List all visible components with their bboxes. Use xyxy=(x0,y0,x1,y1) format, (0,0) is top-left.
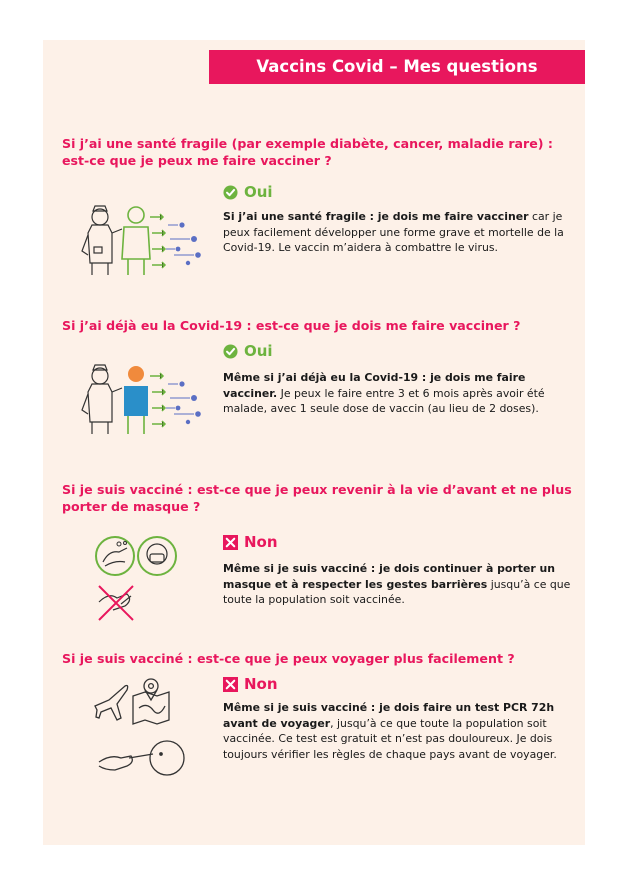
answer-4-text xyxy=(223,700,575,763)
answer-4 xyxy=(223,675,278,693)
answer-4-rest: , jusqu’à ce que toute la population soit vaccinée. Ce test est gratuit et n’est pas douloureux. Je dois toujours vérifier les règles de chaque pays avant de voyager. xyxy=(223,716,557,762)
answer-3-rest: jusqu’à ce que toute la population soit vaccinée. xyxy=(223,577,571,607)
travel-test-illustration xyxy=(91,670,191,780)
handwash-icon xyxy=(96,537,134,575)
answer-3-label: Non xyxy=(244,533,278,551)
question-4: Si je suis vacciné : est-ce que je peux voyager plus facilement ? xyxy=(62,651,515,666)
check-circle-icon xyxy=(223,185,238,200)
no-handshake-icon xyxy=(99,586,133,620)
answer-2-bold: Même si j’ai déjà eu la Covid-19 : je dois me faire vacciner. xyxy=(223,371,526,400)
answer-3-text xyxy=(223,561,575,608)
answer-2-label: Oui xyxy=(244,342,273,360)
answer-3 xyxy=(223,533,278,551)
answer-1-label: Oui xyxy=(244,183,273,201)
answer-2-text xyxy=(223,370,575,417)
answer-1-rest: car je peux facilement développer une forme grave et mortelle de la Covid-19. Le vaccin m’aidera à combattre le virus. xyxy=(223,210,564,255)
info-sheet xyxy=(43,40,585,845)
pcr-test-icon xyxy=(99,741,184,775)
doctor-vaccinating-child-illustration xyxy=(78,362,218,437)
airplane-icon xyxy=(95,686,128,721)
question-3: Si je suis vacciné : est-ce que je peux revenir à la vie d’avant et ne plus porter de masque ? xyxy=(62,482,572,514)
answer-4-bold: Même si je suis vacciné : je dois faire un test PCR 72h avant de voyager xyxy=(223,701,555,730)
answer-4-label: Non xyxy=(244,675,278,693)
answer-1 xyxy=(223,183,273,201)
cross-box-icon xyxy=(223,535,238,550)
answer-2-rest: Je peux le faire entre 3 et 6 mois après avoir été malade, avec 1 seule dose de vaccin (au lieu de 2 doses). xyxy=(223,386,545,416)
barrier-gestures-illustration xyxy=(95,534,195,624)
check-circle-icon xyxy=(223,344,238,359)
answer-1-bold: Si j’ai une santé fragile : je dois me faire vacciner xyxy=(223,210,529,223)
mask-face-icon xyxy=(138,537,176,575)
cross-box-icon xyxy=(223,677,238,692)
answer-3-bold: Même si je suis vacciné : je dois continuer à porter un masque et à respecter les gestes barrières xyxy=(223,562,556,591)
answer-1-text xyxy=(223,209,575,256)
doctor-vaccination-illustration xyxy=(78,203,218,278)
question-1: Si j’ai une santé fragile (par exemple diabète, cancer, maladie rare) : est-ce que je peux me faire vacciner ? xyxy=(62,136,553,168)
question-2: Si j’ai déjà eu la Covid-19 : est-ce que je dois me faire vacciner ? xyxy=(62,318,521,333)
answer-2 xyxy=(223,342,273,360)
map-location-icon xyxy=(133,679,169,724)
page-title: Vaccins Covid – Mes questions xyxy=(209,50,585,84)
